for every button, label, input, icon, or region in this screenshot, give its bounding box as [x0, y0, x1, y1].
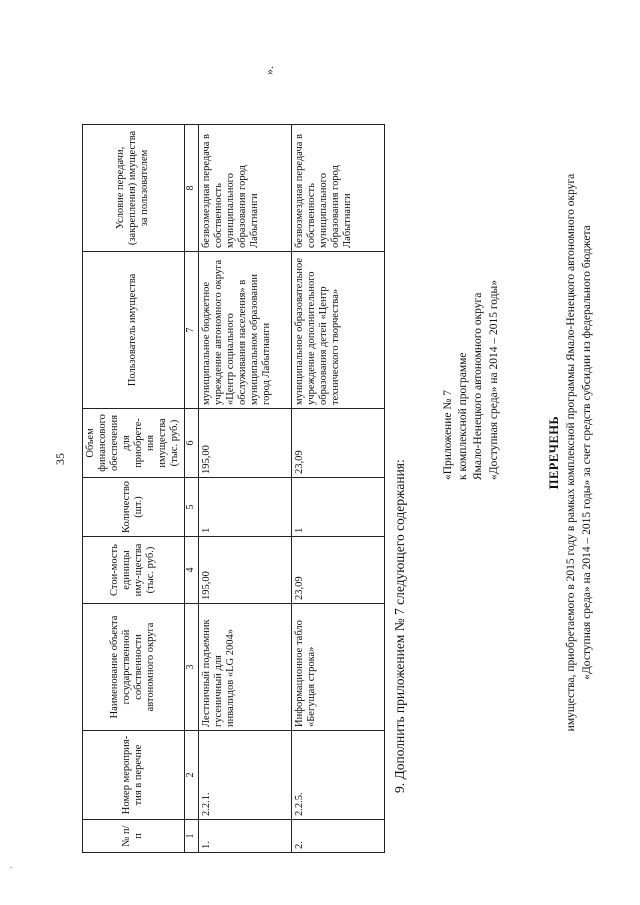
table-cell: 1.: [198, 820, 291, 853]
table-cell: 2.2.5.: [291, 731, 384, 820]
table-cell: безвозмездная передача в собственность муниципального образования город Лабытнанги: [291, 124, 384, 251]
property-table: [82, 124, 385, 853]
header-cell: Количество (шт.): [83, 477, 185, 536]
table-cell: 2.2.1.: [198, 731, 291, 820]
table-cell: муниципальное бюджетное учреждение автономного округа «Центр социального обслуживания населения» в муниципальном образовании город Лабытнанги: [198, 251, 291, 408]
table-header-row: [83, 124, 185, 852]
table-row: [291, 124, 384, 852]
table-cell: безвозмездная передача в собственность муниципального образования город Лабытнанги: [198, 124, 291, 251]
table-cell: 1: [198, 477, 291, 536]
table-cell: 2.: [291, 820, 384, 853]
appendix-line: Ямало-Ненецкого автономного округа: [472, 292, 485, 480]
subtitle-line: «Доступная среда» на 2014 – 2015 годы» за счет средств субсидии из федерального бюджета: [580, 225, 593, 680]
document-title: ПЕРЕЧЕНЬ: [547, 415, 561, 490]
column-number-row: [184, 124, 198, 852]
column-number: 5: [184, 477, 198, 536]
table-cell: 195,00: [198, 408, 291, 477]
table-cell: 1: [291, 477, 384, 536]
appendix-header: [441, 280, 502, 480]
table-row: [198, 124, 291, 852]
header-cell: Наименование объекта государственной собственности автономного округа: [83, 604, 185, 731]
column-number: 4: [184, 537, 198, 604]
appendix-line: «Приложение № 7: [442, 390, 454, 480]
appendix-line: «Доступная среда» на 2014 – 2015 годы»: [487, 279, 500, 480]
column-number: 7: [184, 251, 198, 408]
corner-mark: ·: [6, 866, 16, 869]
column-number: 8: [184, 124, 198, 251]
appendix-line: к комплексной программе: [457, 352, 470, 480]
header-cell: Объем финансового обеспечения для приобрете-ния имущества (тыс. руб.): [83, 408, 185, 477]
document-subtitle: [564, 0, 595, 905]
header-cell: Стои-мость единицы иму-щества (тыс. руб.): [83, 537, 185, 604]
instruction-text: 9. Дополнить приложением № 7 следующего содержания:: [392, 459, 407, 793]
column-number: 1: [184, 820, 198, 853]
header-cell: Условие передачи, (закрепления) имущества за пользователем: [83, 124, 185, 251]
column-number: 3: [184, 604, 198, 731]
table-cell: Информационное табло «Бегущая строка»: [291, 604, 384, 731]
header-cell: № п/п: [83, 820, 185, 853]
page-number: 35: [53, 453, 67, 465]
table-cell: 195,00: [198, 537, 291, 604]
column-number: 6: [184, 408, 198, 477]
column-number: 2: [184, 731, 198, 820]
table-cell: муниципальное образовательное учреждение дополнительного образования детей «Центр технического творчества»: [291, 251, 384, 408]
table-cell: 23,09: [291, 408, 384, 477]
closing-quote: ».: [262, 66, 276, 75]
table-cell: Лестничный подъемник гусеничный для инвалидов «LG 2004»: [198, 604, 291, 731]
header-cell: Номер мероприя-тия в перечне: [83, 731, 185, 820]
header-cell: Пользователь имущества: [83, 251, 185, 408]
table-cell: 23,09: [291, 537, 384, 604]
subtitle-line: имущества, приобретаемого в 2015 году в рамках комплексной программы Ямало-Ненецкого автономного округа: [565, 173, 577, 732]
